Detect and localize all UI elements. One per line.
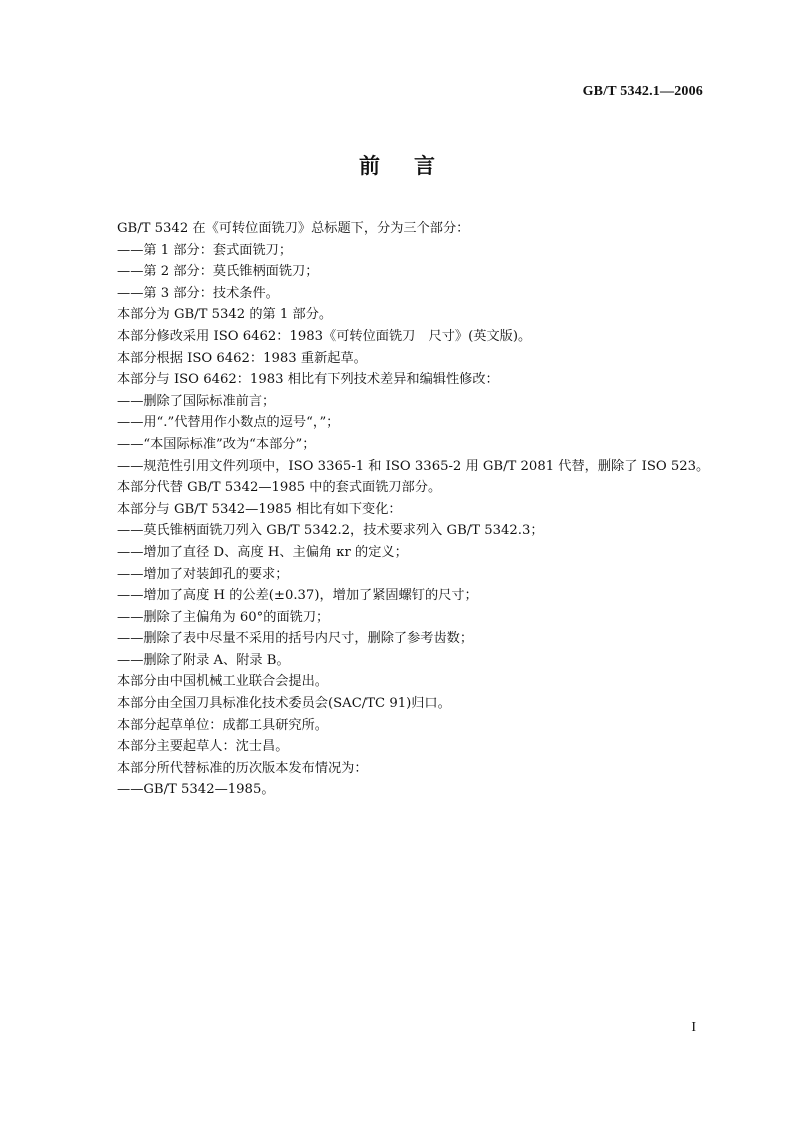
paragraph-line: GB/T 5342 在《可转位面铣刀》总标题下，分为三个部分： xyxy=(117,221,470,236)
list-item: ——莫氏锥柄面铣刀列入 GB/T 5342.2，技术要求列入 GB/T 5342.3； xyxy=(117,523,544,539)
list-item: ——规范性引用文件列项中，ISO 3365-1 和 ISO 3365-2 用 GB/T 2081 代替，删除了 ISO 523。 xyxy=(117,458,710,474)
list-item: ——“本国际标准”改为“本部分”； xyxy=(117,436,316,452)
paragraph-line: 本部分与 GB/T 5342—1985 相比有如下变化： xyxy=(117,501,402,517)
list-item: ——第 1 部分：套式面铣刀； xyxy=(117,242,293,258)
list-item: ——第 2 部分：莫氏锥柄面铣刀； xyxy=(117,264,319,280)
list-item: ——删除了主偏角为 60°的面铣刀； xyxy=(117,609,330,625)
paragraph-line: 本部分根据 ISO 6462：1983 重新起草。 xyxy=(117,350,367,366)
paragraph-line: 本部分由中国机械工业联合会提出。 xyxy=(117,674,328,690)
paragraph-line: 本部分由全国刀具标准化技术委员会(SAC/TC 91)归口。 xyxy=(117,696,451,712)
page-number: I xyxy=(691,1020,696,1035)
paragraph-line: 本部分所代替标准的历次版本发布情况为： xyxy=(117,760,368,776)
paragraph-line: 本部分修改采用 ISO 6462：1983《可转位面铣刀 尺寸》(英文版)。 xyxy=(117,328,532,344)
list-item: ——增加了高度 H 的公差(±0.37)，增加了紧固螺钉的尺寸； xyxy=(117,588,478,604)
list-item: ——删除了表中尽量不采用的括号内尺寸，删除了参考齿数； xyxy=(117,631,474,647)
paragraph-line: 本部分主要起草人：沈士昌。 xyxy=(117,739,289,755)
document-body xyxy=(117,218,717,801)
paragraph-line: 本部分与 ISO 6462：1983 相比有下列技术差异和编辑性修改： xyxy=(117,372,499,388)
paragraph-line: 本部分起草单位：成都工具研究所。 xyxy=(117,717,328,733)
paragraph-line: 本部分为 GB/T 5342 的第 1 部分。 xyxy=(117,307,333,323)
list-item: ——删除了国际标准前言； xyxy=(117,393,276,409)
standard-number: GB/T 5342.1—2006 xyxy=(582,84,703,99)
list-item: ——用“.”代替用作小数点的逗号“，”； xyxy=(117,415,340,431)
list-item: ——删除了附录 A、附录 B。 xyxy=(117,652,290,668)
list-item: ——增加了直径 D、高度 H、主偏角 κr 的定义； xyxy=(117,544,408,560)
page-title: 前言 xyxy=(359,154,469,178)
list-item: ——第 3 部分：技术条件。 xyxy=(117,285,279,301)
paragraph-line: 本部分代替 GB/T 5342—1985 中的套式面铣刀部分。 xyxy=(117,480,442,496)
list-item: ——GB/T 5342—1985。 xyxy=(117,782,275,798)
list-item: ——增加了对装卸孔的要求； xyxy=(117,566,289,582)
